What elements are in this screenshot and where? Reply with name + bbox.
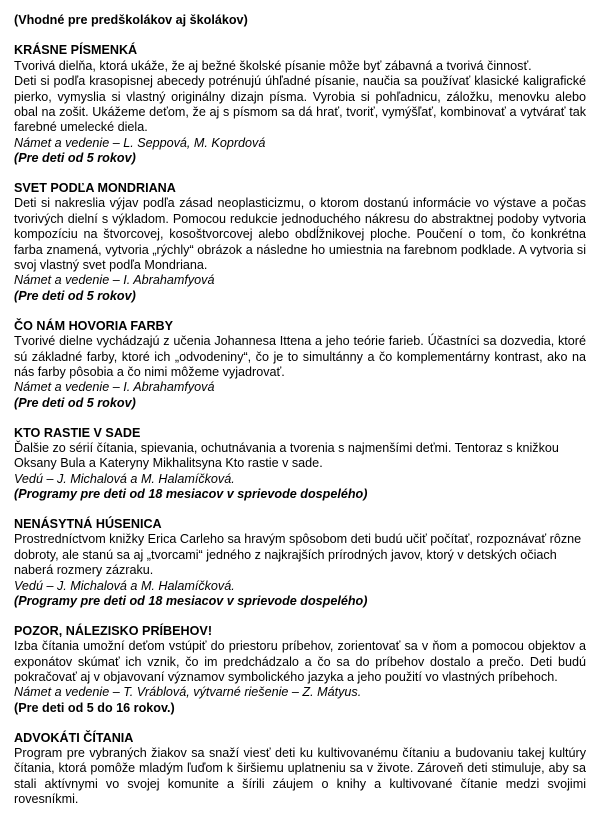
section-paragraph: Tvorivé dielne vychádzajú z učenia Johannesa Ittena a jeho teórie farieb. Účastníci sa dozvedia, ktoré sú základné farby, ktoré ich „odvodeniny“, čo je to simultánny a čo komplementárny kontrast, ako na nás farby pôsobia a čo nimi môžeme vyjadrovať. [14,334,586,379]
section-nenasytna-husenica [14,517,586,609]
section-paragraph: Prostredníctvom knižky Erica Carleho sa hravým spôsobom deti budú učiť počítať, rozpoznávať rôzne dobroty, ale stanú sa aj „tvorcami“ jedného z najkrajších prírodných javov, ktorý v detských očiach naberá rozmery zázraku. [14,532,582,578]
section-kto-rastie-v-sade [14,426,586,503]
section-advokati-citania [14,731,586,808]
section-title: KTO RASTIE V SADE [14,425,141,440]
section-credit: Námet a vedenie – L. Seppová, M. Koprdová [14,135,266,150]
section-credit: Námet a vedenie – I. Abrahamfyová [14,380,215,395]
section-paragraph: Deti si podľa krasopisnej abecedy potrénujú úhľadné písanie, naučia sa používať klasické kaligrafické pierko, vymyslia si vlastný originálny dizajn písma. Vyrobia si pohľadnicu, záložku, menovku alebo obal na zošit. Ukážeme deťom, že aj s písmom sa dá hrať, tvoriť, vymýšľať, kombinovať a vytvárať tak farebné umelecké diela. [14,74,586,135]
section-age-note: (Pre deti od 5 rokov) [14,395,136,410]
audience-note: (Vhodné pre predškolákov aj školákov) [14,13,248,27]
section-title: KRÁSNE PÍSMENKÁ [14,43,138,58]
section-paragraph: Deti si nakreslia výjav podľa zásad neoplasticizmu, o ktorom dostanú informácie vo výstave a počas tvorivých dielní s výkladom. Pomocou redukcie jednoduchého nákresu do abstraktnej podoby vytvoria kompozíciu na štvorcovej, kosoštvorcovej alebo obdĺžnikovej ploche. Poučení o tom, čo konkrétna farba znamená, vytvoria „rýchly“ obrázok a následne ho umiestnia na farebnom podklade. A vytvoria si svoj vlastný svet podľa Mondriana. [14,196,586,273]
section-credit: Vedú – J. Michalová a M. Halamíčková. [14,578,235,593]
section-paragraph: Izba čítania umožní deťom vstúpiť do priestoru príbehov, zorientovať sa v ňom a pomocou objektov a exponátov skúmať ich vznik, čo im predchádzalo a čo sa do príbehov dostalo a prečo. Deti budú pokračovať aj v objavovaní významov symbolického jazyka a jeho použití vo vlastných príbehoch. [14,639,586,684]
section-co-nam-hovoria-farby [14,319,586,411]
section-title: ČO NÁM HOVORIA FARBY [14,318,174,333]
section-svet-podla-mondriana [14,181,586,304]
section-title: SVET PODĽA MONDRIANA [14,181,176,196]
section-age-note: (Pre deti od 5 rokov) [14,288,136,303]
section-krasne-pismenka [14,43,586,166]
section-age-note: (Programy pre deti od 18 mesiacov v sprievode dospelého) [14,487,368,502]
section-credit: Námet a vedenie – T. Vráblová, výtvarné riešenie – Z. Mátyus. [14,685,362,700]
section-credit: Vedú – J. Michalová a M. Halamíčková. [14,471,235,486]
section-age-note: (Pre deti od 5 do 16 rokov.) [14,700,175,715]
section-paragraph: Tvorivá dielňa, ktorá ukáže, že aj bežné školské písanie môže byť zábavná a tvorivá činnosť. [14,58,532,73]
section-paragraph: Program pre vybraných žiakov sa snaží viesť deti ku kultivovanému čítaniu a budovaniu takej kultúry čítania, ktorá pomôže mladým ľuďom k širšiemu uplatneniu sa v živote. Zároveň deti stimuluje, aby sa stali aktívnymi vo svojej komunite a šírili záujem o knihy a kultivované čítanie medzi svojimi rovesníkmi. [14,746,586,807]
section-credit: Námet a vedenie – I. Abrahamfyová [14,273,215,288]
section-age-note: (Pre deti od 5 rokov) [14,151,136,166]
section-title: NENÁSYTNÁ HÚSENICA [14,516,162,531]
section-pozor-nalezisko-pribehov [14,624,586,716]
section-title: ADVOKÁTI ČÍTANIA [14,730,134,745]
section-title: POZOR, NÁLEZISKO PRÍBEHOV! [14,623,213,638]
section-paragraph: Ďalšie zo sérií čítania, spievania, ochutnávania a tvorenia s najmenšími deťmi. Tentoraz s knižkou Oksany Bula a Kateryny Mikhalitsyna Kto rastie v sade. [14,440,559,471]
section-age-note: (Programy pre deti od 18 mesiacov v sprievode dospelého) [14,593,368,608]
